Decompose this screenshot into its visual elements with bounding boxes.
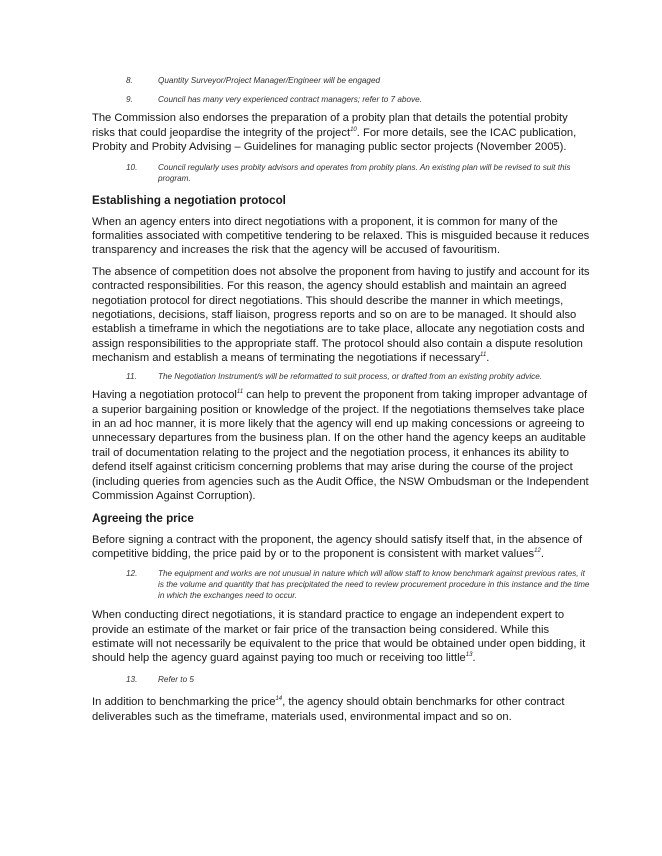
paragraph-market-values — [92, 533, 592, 562]
note-12 — [92, 569, 592, 601]
note-text: The equipment and works are not unusual in nature which will allow staff to know benchmark against previous rates, it is the volume and quantity that has precipitated the need to review procurement procedure in this instance and the time in which the exchanges need to occur. — [158, 569, 590, 600]
text-run: . — [472, 652, 476, 665]
section-heading-negotiation-protocol: Establishing a negotiation protocol — [92, 193, 286, 207]
text-run: can help to prevent the proponent from taking improper advantage of a superior bargaining position or knowledge of the project. If the negotiations themselves take place in an ad hoc manner, it is more likely that the agency will end up making concessions or agreeing to unnecessary departures from the business plan. If on the other hand the agency keeps an auditable trail of documentation relating to the project and the negotiation process, it enhances its ability to defend itself against criticism concerning problems that may arise during the course of the project (including queries from agencies such as the Audit Office, the NSW Ombudsman or the Independent Commission Against Corruption). — [92, 389, 589, 503]
note-number: 12. — [126, 569, 138, 579]
paragraph-direct-negotiations: When an agency enters into direct negotiations with a proponent, it is common for many of the formalities associated with competitive tendering to be relaxed. This is misguided because it reduces transparency and increases the risk that the agency will be accused of favouritism. — [92, 215, 590, 257]
footnote-ref: 11 — [236, 389, 244, 396]
note-13 — [92, 675, 592, 686]
text-run: Before signing a contract with the proponent, the agency should satisfy itself that, in the absence of competitive bidding, the price paid by or to the proponent is consistent with market values — [92, 533, 583, 560]
text-run: . — [486, 352, 490, 365]
text-run: . — [540, 547, 544, 560]
section-heading-agreeing-price: Agreeing the price — [92, 511, 194, 525]
text-run: In addition to benchmarking the price — [92, 696, 276, 709]
note-number: 8. — [126, 76, 133, 85]
footnote-ref: 12 — [534, 547, 541, 554]
paragraph-negotiation-protocol — [92, 388, 592, 503]
note-text: Quantity Surveyor/Project Manager/Engineer will be engaged — [158, 76, 381, 85]
note-number: 9. — [126, 94, 133, 104]
note-9 — [92, 95, 592, 106]
text-run: The Commission also endorses the preparation of a probity plan that details the potential probity risks that could jeopardise the integrity of the project — [92, 112, 568, 139]
note-text: Refer to 5 — [158, 674, 194, 684]
footnote-ref: 10 — [350, 126, 357, 133]
text-run: Having a negotiation protocol — [92, 389, 237, 402]
note-11 — [92, 372, 592, 383]
document-page — [92, 66, 592, 724]
paragraph-benchmarking — [92, 695, 592, 724]
note-number: 11. — [126, 371, 137, 381]
paragraph-independent-expert — [92, 608, 592, 666]
note-number: 10. — [126, 163, 138, 173]
text-run: , the agency should obtain benchmarks for other contract deliverables such as the timeframe, materials used, environmental impact and so on. — [92, 696, 565, 723]
footnote-ref: 11 — [480, 352, 487, 359]
footnote-ref: 14 — [275, 696, 283, 703]
note-text: The Negotiation Instrument/s will be reformatted to suit process, or drafted from an existing probity advice. — [158, 371, 543, 381]
footnote-ref: 13 — [465, 652, 473, 659]
note-10 — [92, 163, 592, 184]
note-text: Council regularly uses probity advisors and operates from probity plans. An existing plan will be revised to suit this program. — [158, 163, 571, 183]
note-number: 13. — [126, 674, 138, 684]
note-text: Council has many very experienced contract managers; refer to 7 above. — [158, 94, 422, 104]
text-run: . For more details, see the ICAC publication, Probity and Probity Advising – Guidelines for managing public sector projects (November 2005). — [92, 126, 577, 153]
text-run: When conducting direct negotiations, it is standard practice to engage an independent expert to provide an estimate of the market or fair price of the transaction being considered. While this estimate will not necessarily be equivalent to the price that would be obtained under open bidding, it should help the agency guard against paying too much or receiving too little — [92, 609, 586, 665]
paragraph-absence-of-competition — [92, 265, 592, 366]
note-8 — [92, 76, 592, 87]
text-run: The absence of competition does not absolve the proponent from having to justify and account for its contracted responsibilities. For this reason, the agency should establish and maintain an agreed negotiation protocol for direct negotiations. This should describe the manner in which meetings, negotiations, decisions, staff liaison, progress reports and so on are to be managed. It should also establish a timeframe in which the negotiations are to take place, allocate any negotiation costs and assign responsibilities to the appropriate staff. The protocol should also contain a dispute resolution mechanism and establish a means of terminating the negotiations if necessary — [92, 265, 590, 365]
paragraph-probity-plan — [92, 111, 592, 154]
